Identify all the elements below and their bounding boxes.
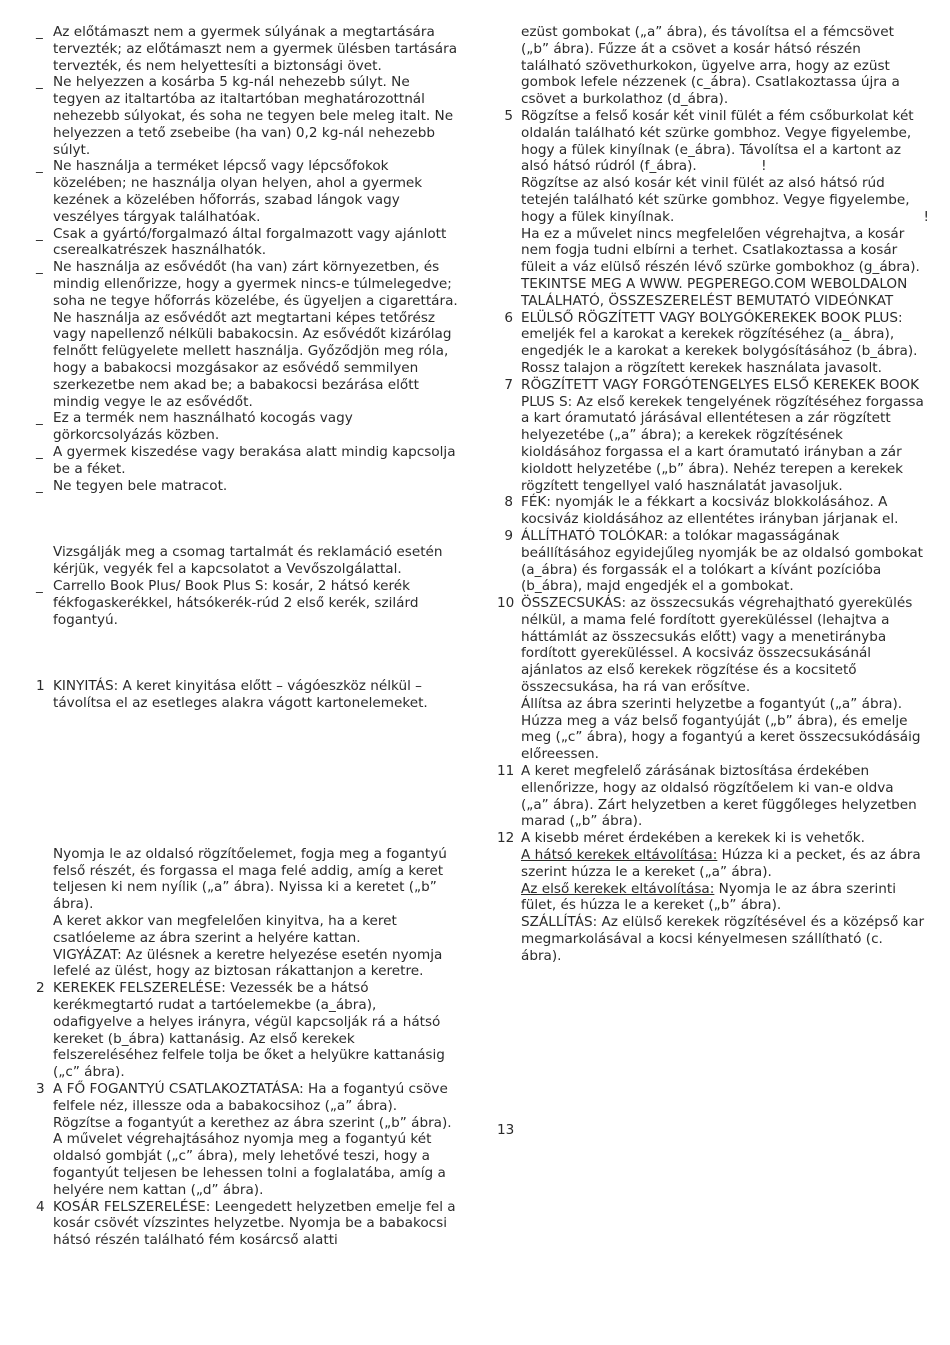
- step-4-continued: ezüst gombokat („a” ábra), és távolítsa el a fémcsövet („b” ábra). Fűzze át a csövet a kosár hátsó részén található szövethurkokon, ügyelve arra, hogy az ezüst gombok lefele nézzenek (c_ábra). Csatlakoztassa újra a csövet a burkolathoz (d_ábra).: [521, 24, 900, 108]
- warning-item: _ Ez a termék nem használható kocogás vagy görkorcsolyázás közben.: [36, 410, 353, 444]
- front-wheels-removal: Az első kerekek eltávolítása: Nyomja le az ábra szerinti fület, és húzza le a kereket („b” ábra).: [521, 880, 896, 914]
- step-10-paragraph: Húzza meg a váz belső fogantyúját („b” ábra), és emelje meg („c” ábra), hogy a fogantyú a keret összecsukódásáig előreessen.: [521, 712, 921, 763]
- warning-mark: !: [923, 208, 929, 225]
- step-8: 8 FÉK: nyomják le a fékkart a kocsiváz blokkolásához. A kocsiváz kioldásához az ellentétes irányban járjanak el.: [504, 494, 899, 528]
- step-10-paragraph: Állítsa az ábra szerinti helyzetbe a fogantyút („a” ábra).: [521, 695, 903, 712]
- step-4: 4 KOSÁR FELSZERELÉSE: Leengedett helyzetben emelje fel a kosár csövét vízszintes helyzetbe. Nyomja be a babakocsi hátsó részén található fém kosárcső alatti: [36, 1198, 456, 1249]
- step-1-paragraph: Nyomja le az oldalsó rögzítőelemet, fogja meg a fogantyú felső részét, és forgassa el maga felé addig, amíg a keret teljesen ki nem nyílik („a” ábra). Nyissa ki a keretet („b” ábra).: [53, 845, 447, 913]
- rear-wheels-removal: A hátsó kerekek eltávolítása: Húzza ki a pecket, és az ábra szerint húzza le a kereket („a” ábra).: [521, 847, 921, 880]
- step-9: 9 ÁLLÍTHATÓ TOLÓKAR: a tolókar magasságának beállításához egyidejűleg nyomják be az oldalsó gombokat (a_ábra) és forgassák el a tolókart a kívánt pozícióba (b_ábra), majd engedjék el a gombokat.: [504, 527, 923, 595]
- step-10: 10 ÖSSZECSUKÁS: az összecsukás végrehajtható gyerekülés nélkül, a mama felé fordított gyereküléssel (lehajtva a háttámlát az összecsukás előtt) vagy a menetirányba fordított gyereküléssel. A kocsiváz összecsukásánál ajánlatos az első kerekek rögzítése és a kocsitető összecsukása, ha rá van erősítve.: [497, 595, 913, 696]
- warning-item: _ Ne használja a terméket lépcső vagy lépcsőfokok közelében; ne használja olyan helyen, ahol a gyermek kezének a közelében hőforrás, szabad lángok vagy veszélyes tárgyak találhatóak.: [36, 158, 423, 225]
- step-1: 1 KINYITÁS: A keret kinyitása előtt – vágóeszköz nélkül – távolítsa el az esetleges alakra vágott kartonelemeket.: [36, 678, 428, 712]
- spacer: [36, 712, 458, 846]
- step-1-paragraph: A keret akkor van megfelelően kinyitva, ha a keret csatlóeleme az ábra szerint a helyére kattan.: [53, 913, 397, 946]
- spacer: [36, 494, 458, 544]
- page-number: 13: [497, 1122, 515, 1138]
- warning-item: _ A gyermek kiszedése vagy berakása alatt mindig kapcsolja be a féket.: [36, 443, 456, 477]
- transport-text: SZÁLLÍTÁS: Az elülső kerekek rögzítésével és a középső kar megmarkolásával a kocsi kényelmesen szállítható (c. ábra).: [521, 914, 925, 964]
- step-5-paragraph: Rögzítse az alsó kosár két vinil fülét az alsó hátsó rúd tetején található két szürke gombhoz. Vegye figyelembe, hogy a fülek kinyílnak. !: [521, 175, 929, 225]
- step-1-caution: VIGYÁZAT: Az ülésnek a keretre helyezése esetén nyomja lefelé az ülést, hogy az biztosan rákattanjon a keretre.: [53, 946, 443, 980]
- step-5: 5 Rögzítse a felső kosár két vinil fülét a fém csőburkolat két oldalán található két szürke gombhoz. Vegye figyelembe, hogy a fülek kinyílnak (e_ábra). Távolítsa el a kartont az alsó hátsó rúdról (f_ábra). !: [504, 107, 914, 175]
- step-5-paragraph: Ha ez a művelet nincs megfelelően végrehajtva, a kosár nem fogja tudni elbírni a terhet. Csatlakoztassa a kosár füleit a váz elülső részén lévő szürke gombokhoz (g_ábra). TEKINTSE MEG A WWW. PEGPEREGO.COM WEBOLDALON TALÁLHATÓ, ÖSSZESZERELÉST BEMUTATÓ VIDEÓNKAT: [521, 225, 920, 309]
- step-2: 2 KEREKEK FELSZERELÉSE: Vezessék be a hátsó kerékmegtartó rudat a tartóelemekbe (a_ábra), odafigyelve a helyes irányra, végül kapcsolják rá a hátsó kereket (b_ábra) kattanásig. Az első kerekek felszereléséhez felfele tolja be őket a helyükre kattanásig („c” ábra).: [36, 980, 445, 1081]
- step-6: 6 ELÜLSŐ RÖGZÍTETT VAGY BOLYGÓKEREKEK BOOK PLUS: emeljék fel a karokat a kerekek rögzítéséhez (a_ ábra), engedjék le a karokat a kerekek bolygósításához (b_ábra). Rossz talajon a rögzített kerekek használata javasolt.: [504, 309, 918, 376]
- warning-item: _ Az előtámaszt nem a gyermek súlyának a megtartására tervezték; az előtámaszt nem a gyermek ülésben tartására tervezték, és nem helyettesíti a biztonsági övet.: [36, 24, 458, 74]
- spacer: [36, 628, 458, 678]
- warning-item: _ Ne használja az esővédőt (ha van) zárt környezetben, és mindig ellenőrizze, hogy a gyermek nincs-e túlmelegedve; soha ne tegye hőforrás közelébe, és ügyeljen a cigarettára. Ne használja az esővédőt azt megtartani képes tetőrész vagy napellenző nélküli babakocsin. Az esővédőt kizárólag felnőtt felügyelete mellett használja. Győződjön meg róla, hogy a babakocsi mozgásakor az esővédő semmilyen szerkezetbe nem akad be; a babakocsi bezárása előtt mindig vegye le az esővédőt.: [36, 259, 458, 410]
- step-7: 7 RÖGZÍTETT VAGY FORGÓTENGELYES ELSŐ KEREKEK BOOK PLUS S: Az első kerekek tengelyének rögzítéséhez forgassa a kart óramutató járásával ellentétesen a zár rögzített helyezetébe („a” ábra); a kerekek rögzítésének kioldásához forgassa el a kart óramutató irányban a zár kioldott helyzetébe („b” ábra). Nehéz terepen a kerekek rögzített tengellyel való használatát javasoljuk.: [504, 376, 924, 494]
- step-3: 3 A FŐ FOGANTYÚ CSATLAKOZTATÁSA: Ha a fogantyú csöve felfele néz, illessze oda a babakocsihoz („a” ábra). Rögzítse a fogantyút a kerethez az ábra szerint („b” ábra). A művelet végrehajtásához nyomja meg a fogantyú két oldalsó gombját („c” ábra), mely lehetővé teszi, hogy a fogantyút teljesen be lehessen tolni a foglalatába, amíg a helyére nem kattan („d” ábra).: [36, 1081, 452, 1198]
- package-contents: _ Carrello Book Plus/ Book Plus S: kosár, 2 hátsó kerék fékfogaskerékkel, hátsókerék-rúd 2 első kerék, szilárd fogantyú.: [36, 577, 419, 628]
- step-12: 12 A kisebb méret érdekében a kerekek ki is vehetők.: [497, 830, 865, 847]
- check-contents-text: Vizsgálják meg a csomag tartalmát és reklamáció esetén kérjük, vegyék fel a kapcsolatot a Vevőszolgálattal.: [53, 544, 443, 578]
- step-11: 11 A keret megfelelő zárásának biztosítása érdekében ellenőrizze, hogy az oldalsó rögzítőelem ki van-e oldva („a” ábra). Zárt helyzetben a keret függőleges helyzetben marad („b” ábra).: [497, 763, 917, 830]
- warning-item: _ Ne helyezzen a kosárba 5 kg-nál nehezebb súlyt. Ne tegyen az italtartóba az italtartóban meghatározottnál nehezebb súlyokat, és soha ne tegyen bele meleg italt. Ne helyezzen a tető zsebeibe (ha van) 0,2 kg-nál nehezebb súlyt.: [36, 74, 454, 158]
- right-column: [497, 24, 929, 965]
- warning-item: _ Csak a gyártó/forgalmazó által forgalmazott vagy ajánlott cserealkatrészek használhatók.: [36, 225, 447, 259]
- warning-item: _ Ne tegyen bele matracot.: [36, 477, 228, 494]
- warning-mark: !: [761, 158, 767, 175]
- left-column: [36, 24, 458, 1249]
